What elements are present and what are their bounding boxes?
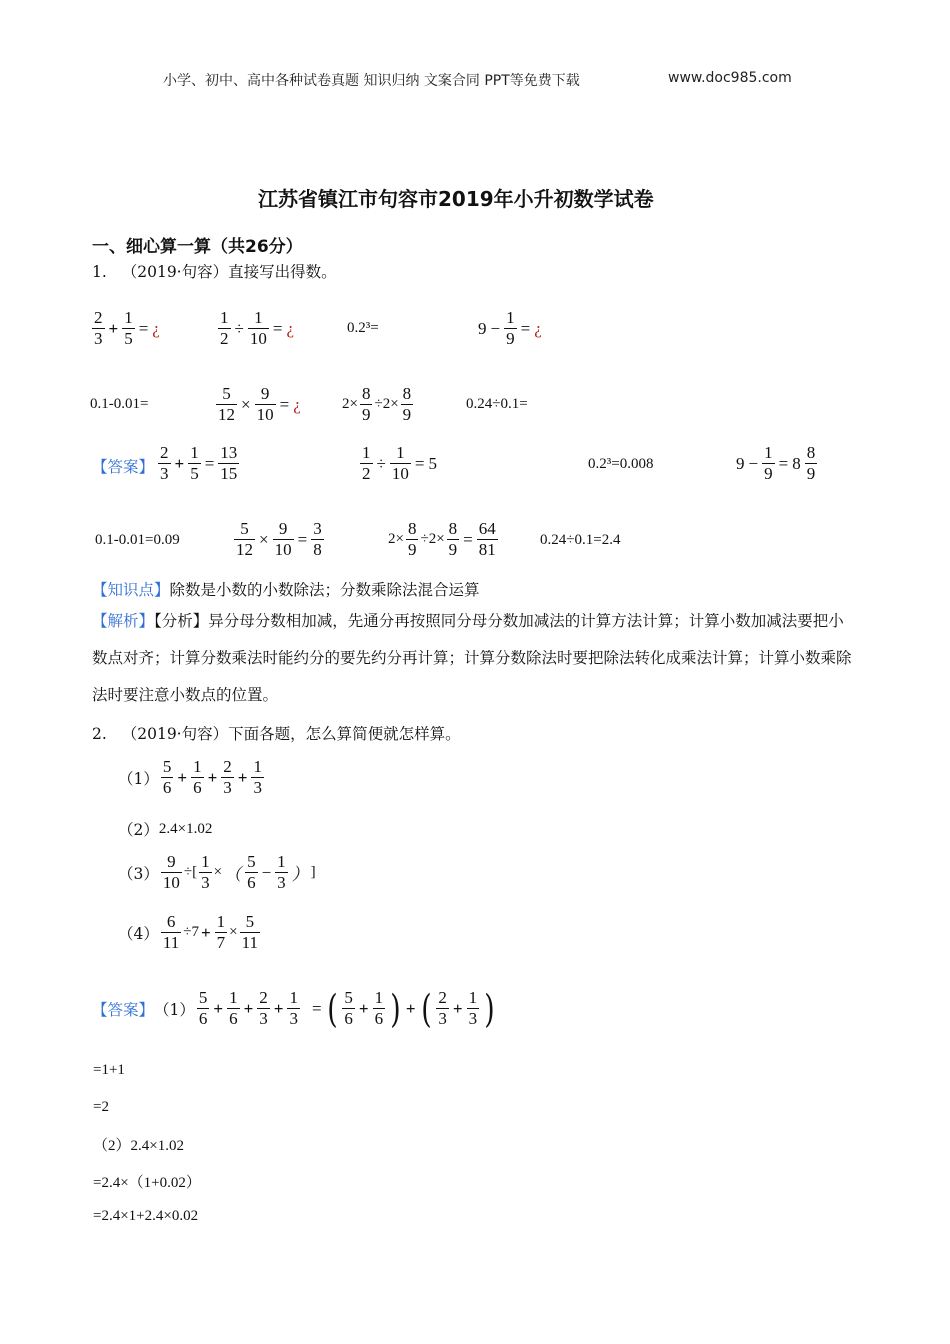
- answer-7: 2× $\frac{8}{9}$ ÷2× $\frac{8}{9}$ = $\frac{64}{81}$: [388, 519, 496, 559]
- knowledge-text: 除数是小数的小数除法；分数乘除法混合运算: [169, 581, 480, 599]
- problem-6: $\frac{5}{12}$ × $\frac{9}{10}$ = ¿: [218, 384, 301, 424]
- question-number: 1.: [92, 263, 107, 281]
- answer-tag: 【答案】: [92, 1000, 155, 1019]
- knowledge-point: [92, 578, 480, 600]
- analysis: [92, 603, 852, 714]
- answer-3: 0.2³=0.008: [588, 456, 654, 472]
- header-url[interactable]: www.doc985.com: [668, 70, 792, 86]
- problem-1: $\frac{2}{3}$ + $\frac{1}{5}$ = ¿: [94, 308, 160, 348]
- step-3: （2）2.4×1.02: [93, 1138, 184, 1154]
- answer-4: 9 − $\frac{1}{9}$ = 8 $\frac{8}{9}$: [736, 443, 816, 483]
- item-4: （4） $\frac{6}{11}$ ÷7 + $\frac{1}{7}$ × $\frac{5}{11}$: [118, 912, 259, 952]
- header-left: 小学、初中、高中各种试卷真题 知识归纳 文案合同 PPT等免费下载: [163, 73, 580, 89]
- problem-4: 9 − $\frac{1}{9}$ = ¿: [478, 308, 542, 348]
- question-2: [92, 722, 461, 744]
- answer-6: $\frac{5}{12}$ × $\frac{9}{10}$ = $\frac{3}{8}$: [236, 519, 322, 559]
- knowledge-tag: 【知识点】: [92, 581, 170, 599]
- problem-5: 0.1-0.01=: [90, 396, 149, 412]
- question-number: 2.: [92, 725, 107, 743]
- answer-5: 0.1-0.01=0.09: [95, 532, 180, 548]
- item-3: （3） $\frac{9}{10}$ ÷[ $\frac{1}{3}$ × （ $\frac{5}{6}$ − $\frac{1}{3}$ ） ]: [118, 852, 316, 892]
- analysis-subtag: 【分析】: [154, 612, 209, 630]
- analysis-tag: 【解析】: [92, 612, 155, 630]
- question-1: [92, 260, 337, 282]
- problem-7: 2× $\frac{8}{9}$ ÷2× $\frac{8}{9}$: [342, 384, 412, 424]
- step-5: =2.4×1+2.4×0.02: [93, 1208, 199, 1224]
- answer-2: $\frac{1}{2}$ ÷ $\frac{1}{10}$ = 5: [362, 443, 437, 483]
- page-title: 江苏省镇江市句容市2019年小升初数学试卷: [258, 187, 654, 211]
- step-1: =1+1: [93, 1062, 125, 1078]
- item-1: （1） $\frac{5}{6}$ + $\frac{1}{6}$ + $\frac{2}{3}$ + $\frac{1}{3}$: [118, 757, 262, 797]
- step-4: =2.4×（1+0.02）: [93, 1175, 201, 1191]
- section-heading: 一、细心算一算（共26分）: [92, 237, 303, 257]
- problem-3: 0.2³=: [347, 320, 379, 336]
- question-prompt: （2019·句容）下面各题，怎么算简便就怎样算。: [121, 725, 461, 743]
- answer-block: 【答案】 （1） $\frac{5}{6}$ + $\frac{1}{6}$ + $\frac{2}{3}$ + $\frac{1}{3}$ = ( $\frac{5}{6}$ + $\frac{1}{6}$ ) + ( $\frac{2}{3}$ + $\frac{1}{3}$ ): [92, 986, 495, 1031]
- problem-8: 0.24÷0.1=: [466, 396, 528, 412]
- item-2: （2） 2.4×1.02: [118, 820, 213, 839]
- answer-1: $\frac{2}{3}$ + $\frac{1}{5}$ = $\frac{13}{15}$: [160, 443, 238, 483]
- step-2: =2: [93, 1099, 109, 1115]
- answer-tag: 【答案】: [92, 458, 155, 476]
- analysis-text: 异分母分数相加减，先通分再按照同分母分数加减法的计算方法计算；计算小数加减法要把小数点对齐；计算分数乘法时能约分的要先约分再计算；计算分数除法时要把除法转化成乘法计算；计算小数乘除法时要注意小数点的位置。: [92, 612, 852, 704]
- question-prompt: （2019·句容）直接写出得数。: [121, 263, 337, 281]
- problem-2: $\frac{1}{2}$ ÷ $\frac{1}{10}$ = ¿: [220, 308, 294, 348]
- answer-8: 0.24÷0.1=2.4: [540, 532, 621, 548]
